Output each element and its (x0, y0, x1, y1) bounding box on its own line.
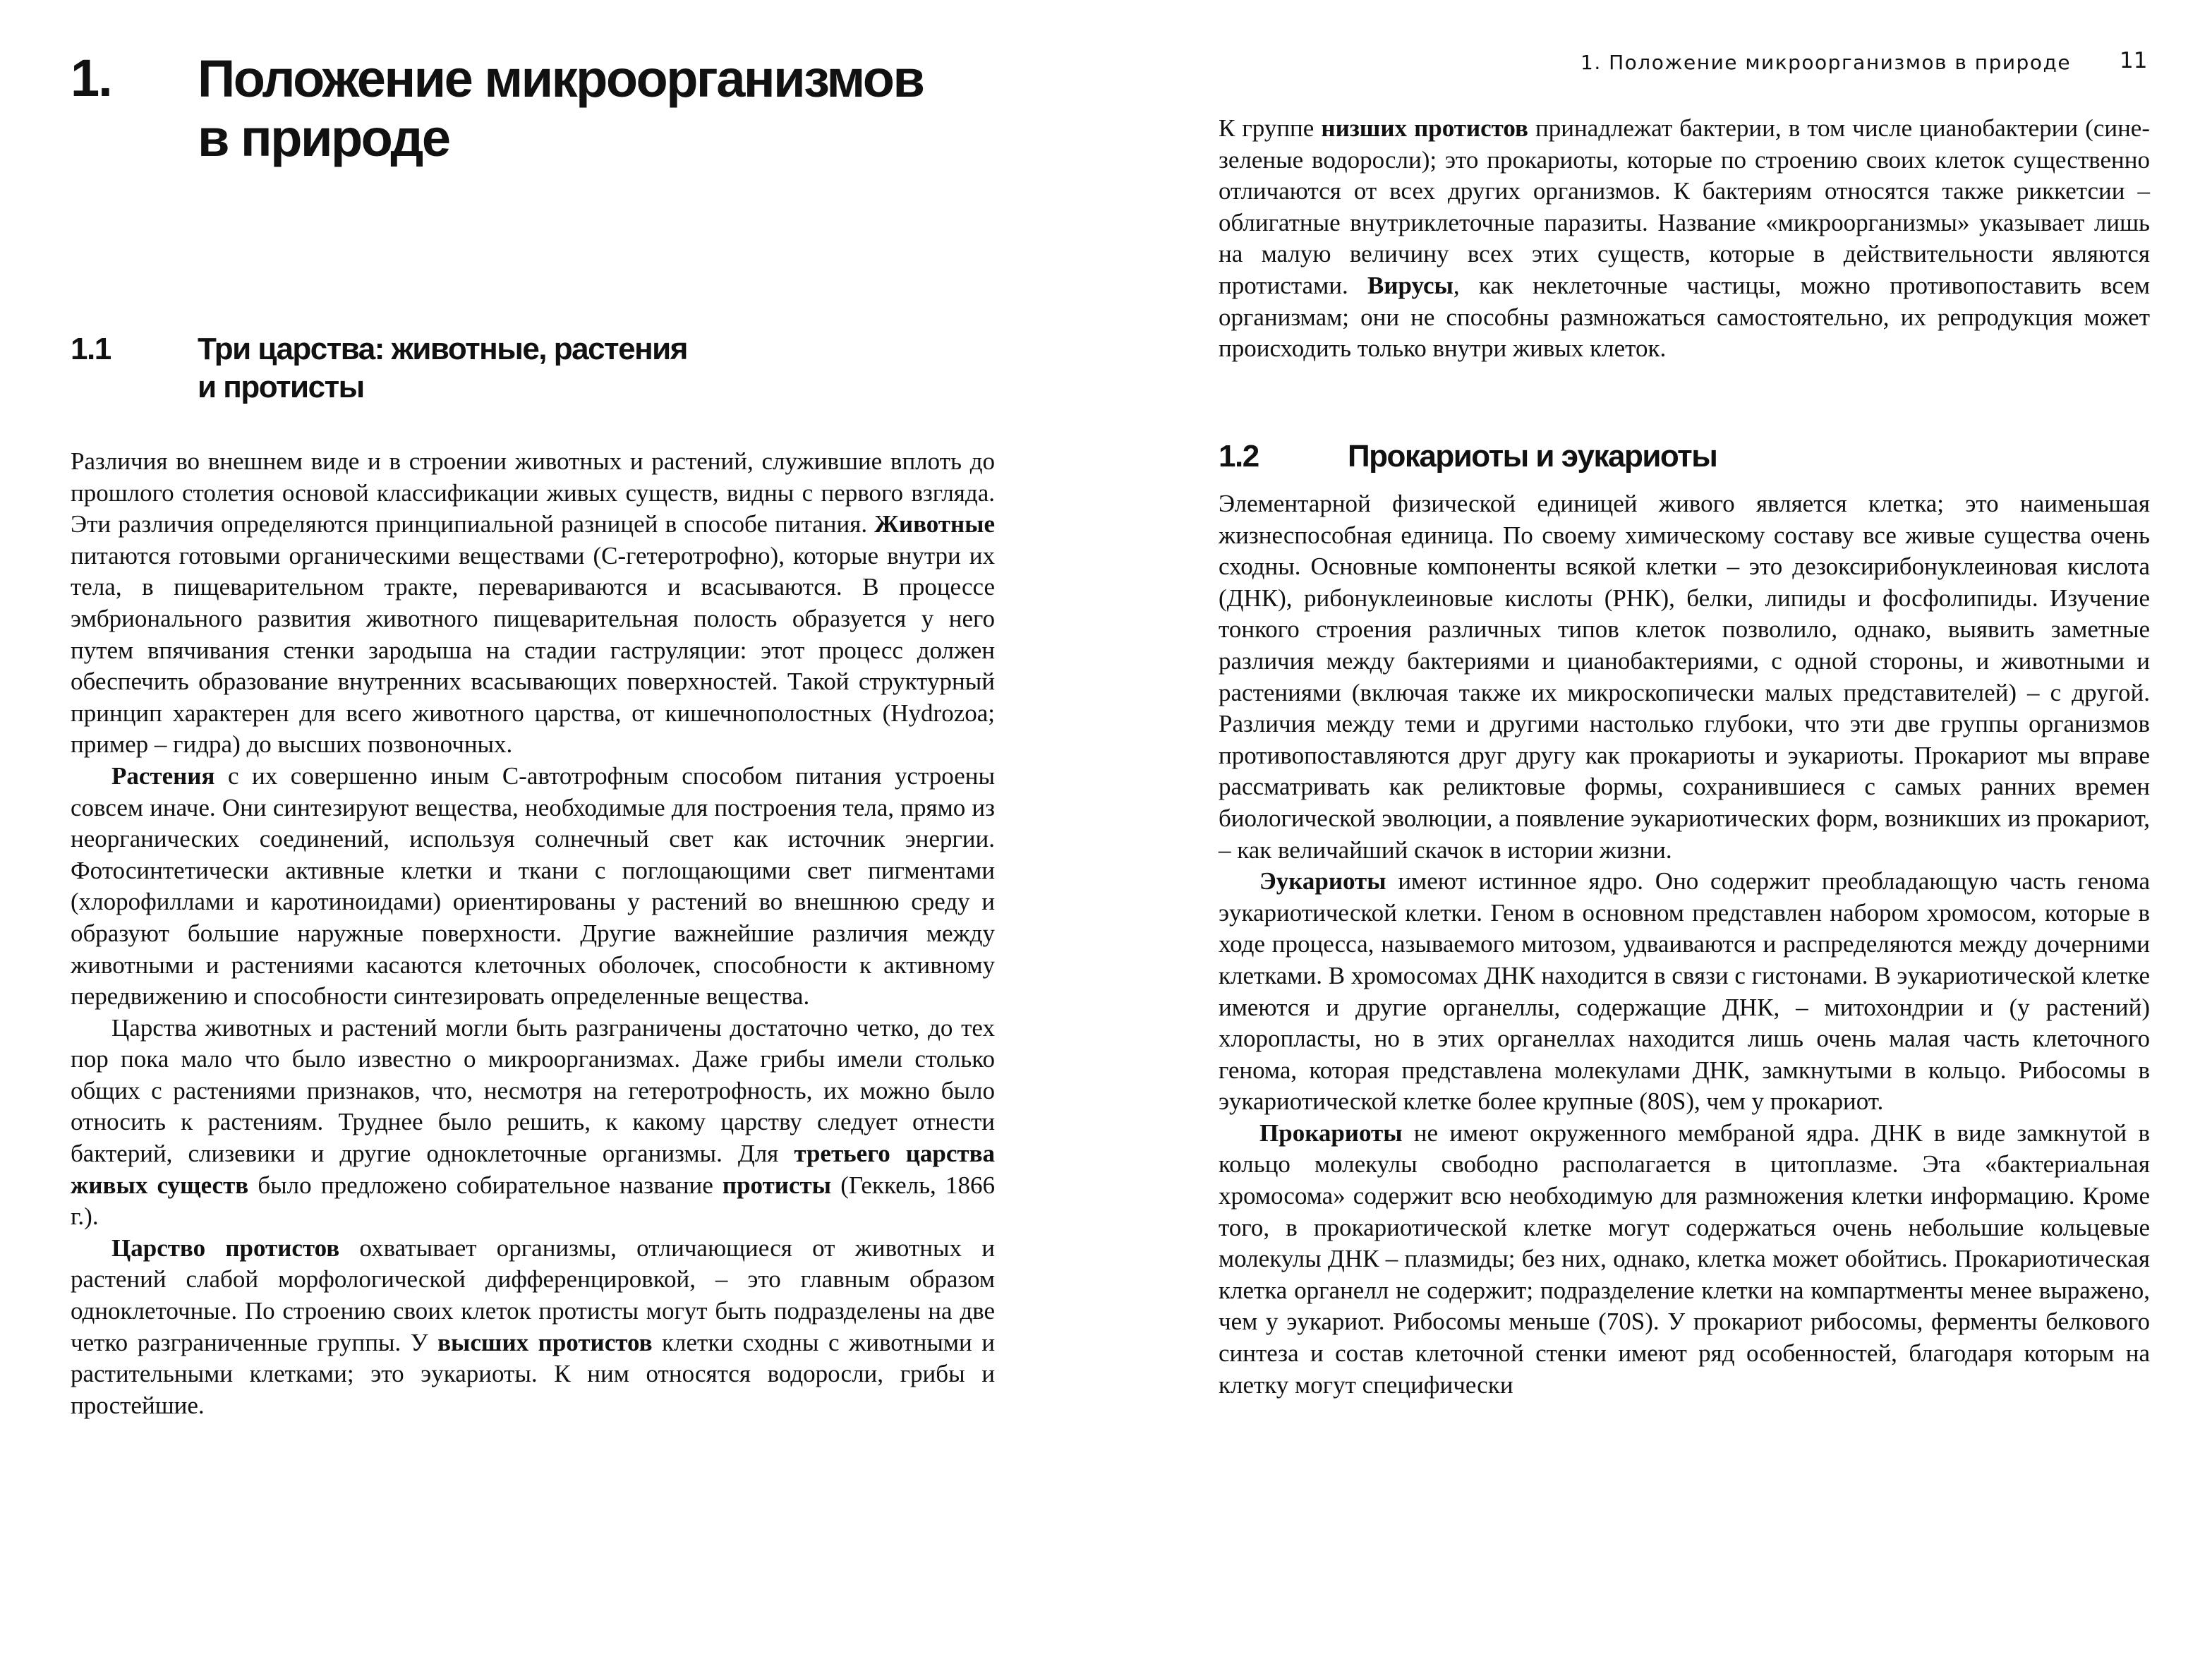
section-1-1-title-line-1: Три царства: животные, растения (198, 332, 687, 366)
term-protists: протисты (722, 1171, 832, 1199)
section-1-2-number: 1.2 (1219, 439, 1259, 474)
text-run: было предложено собирательное название (248, 1171, 723, 1199)
text-run: принадлежат бактерии, в том числе цианобактерии (сине-зеленые водоросли); это прокариоты, которые по строению своих клеток существенно отличаются от всех других организмов. К бактериям относятся также риккетсии – облигатные внутриклеточные паразиты. Название «микроорганизмы» указывает лишь на малую величину всех этих существ, которые в действительности являются протистами. (1219, 114, 2150, 299)
text-run: охватывает организмы, отличающиеся от животных и растений слабой морфологической дифференцировкой, – это главным образом одноклеточные. По строению своих клеток протисты могут быть подразделены на две четко разграниченные группы. У (71, 1234, 995, 1356)
section-1-1-title (198, 330, 974, 406)
term-animals: Животные (874, 510, 995, 538)
paragraph-eukaryotes (1219, 866, 2150, 1118)
text-run: Элементарной физической единицей живого является клетка; это наименьшая жизнеспособная единица. По своему химическому составу все живые существа очень сходны. Основные компоненты всякой клетки – это дезоксирибонуклеиновая кислота (ДНК), рибонуклеиновые кислоты (РНК), белки, липиды и фосфолипиды. Изучение тонкого строения различных типов клеток позволило, однако, выявить заметные различия между бактериями и цианобактериями, с одной стороны, и животными и растениями (включая также их микроскопически малых представителей) – с другой. Различия между теми и другими настолько глубоки, что эти две группы организмов противопоставляются друг другу как прокариоты и эукариоты. Прокариот мы вправе рассматривать как реликтовые формы, сохранившиеся с самых ранних времен биологической эволюции, а появление эукариотических форм, возникших из прокариот, – как величайший скачок в истории жизни. (1219, 490, 2150, 864)
term-prokaryotes: Прокариоты (1259, 1119, 1403, 1147)
text-run: не имеют окруженного мембраной ядра. ДНК в виде замкнутой в кольцо молекулы свободно располагается в цитоплазме. Эта «бактериальная хромосома» содержит всю необходимую для размножения клетки информацию. Кроме того, в прокариотической клетке могут содержаться очень небольшие кольцевые молекулы ДНК – плазмиды; без них, однако, клетка может обойтись. Прокариотическая клетка органелл не содержит; подразделение клетки на компартменты менее выражено, чем у эукариот. Рибосомы меньше (70S). У прокариот рибосомы, ферменты белкового синтеза и состав клеточной стенки имеют ряд особенностей, благодаря которым на клетку могут специфически (1219, 1119, 2150, 1399)
chapter-title (198, 49, 1044, 168)
text-run: питаются готовыми органическими веществами (С-гетеротрофно), которые внутри их тела, в пищеварительном тракте, перевариваются и всасываются. В процессе эмбрионального развития животного пищеварительная полость образуется у него путем впячивания стенки зародыша на стадии гаструляции: этот процесс должен обеспечить образование внутренних всасывающих поверхностей. Такой структурный принцип характерен для всего животного царства, от кишечнополостных (Hydrozoa; пример – гидра) до высших позвоночных. (71, 541, 995, 759)
paragraph-cell-unit (1219, 488, 2150, 866)
chapter-number: 1. (71, 49, 111, 107)
term-eukaryotes: Эукариоты (1259, 867, 1386, 896)
term-higher-protists: высших протистов (437, 1328, 653, 1356)
paragraph-prokaryotes (1219, 1118, 2150, 1401)
paragraph-kingdoms (71, 1013, 995, 1233)
term-viruses: Вирусы (1367, 271, 1453, 299)
page-number: 11 (2120, 48, 2148, 73)
text-run: Различия во внешнем виде и в строении животных и растений, служившие вплоть до прошлого столетия основой классификации живых существ, видны с первого взгляда. Эти различия определяются принципиальной разницей в способе питания. (71, 447, 995, 538)
text-run: Царства животных и растений могли быть разграничены достаточно четко, до тех пор пока мало что было известно о микроорганизмах. Даже грибы имели столько общих с растениями признаков, что, несмотря на гетеротрофность, их можно было относить к растениям. Труднее было решить, к какому царству следует отнести бактерий, слизевики и другие одноклеточные организмы. Для (71, 1013, 995, 1168)
paragraph-lower-protists (1219, 113, 2150, 365)
text-run: (Геккель, 1866 г.). (71, 1171, 995, 1231)
section-1-1-title-line-2: и протисты (198, 370, 364, 404)
term-third-kingdom: третьего царства живых существ (71, 1140, 995, 1199)
right-intro-text (1219, 113, 2150, 365)
term-lower-protists: низших протистов (1321, 114, 1528, 142)
chapter-title-line-1: Положение микроорганизмов (198, 49, 924, 108)
text-run: имеют истинное ядро. Оно содержит преобладающую часть генома эукариотической клетки. Геном в основном представлен набором хромосом, которые в ходе процесса, называемого митозом, удваиваются и распределяются между дочерними клетками. В хромосомах ДНК находится в связи с гистонами. В эукариотической клетке имеются и другие органеллы, содержащие ДНК, – митохондрии и (у растений) хлоропласты, но в этих органеллах находится лишь очень малая часть клеточного генома, которая представлена молекулами ДНК, замкнутыми в кольцо. Рибосомы в эукариотической клетке более крупные (80S), чем у прокариот. (1219, 867, 2150, 1116)
paragraph-plants (71, 761, 995, 1013)
chapter-title-line-2: в природе (198, 109, 449, 167)
section-1-2-title: Прокариоты и эукариоты (1348, 439, 1717, 474)
text-run: , как неклеточные частицы, можно противопоставить всем организмам; они не способны размножаться самостоятельно, их репродукция может происходить только внутри живых клеток. (1219, 271, 2150, 363)
paragraph-differences (71, 446, 995, 761)
text-run: с их совершенно иным С-автотрофным способом питания устроены совсем иначе. Они синтезируют вещества, необходимые для построения тела, прямо из неорганических соединений, используя солнечный свет как источник энергии. Фотосинтетически активные клетки и ткани с поглощающими свет пигментами (хлорофиллами и каротиноидами) ориентированы у растений во внешнюю среду и образуют большие наружные поверхности. Другие важнейшие различия между животными и растениями касаются клеточных оболочек, способности к активному передвижению и способности синтезировать определенные вещества. (71, 761, 995, 1011)
left-body-text (71, 446, 995, 1421)
section-1-1-number: 1.1 (71, 332, 111, 366)
text-run: К группе (1219, 114, 1322, 142)
term-protist-kingdom: Царство протистов (111, 1234, 340, 1262)
right-body-text (1219, 488, 2150, 1401)
term-plants: Растения (111, 761, 215, 790)
paragraph-protist-kingdom (71, 1233, 995, 1422)
text-run: клетки сходны с животными и растительными клетками; это эукариоты. К ним относятся водоросли, грибы и простейшие. (71, 1328, 996, 1419)
running-head: 1. Положение микроорганизмов в природе (1581, 51, 2072, 74)
